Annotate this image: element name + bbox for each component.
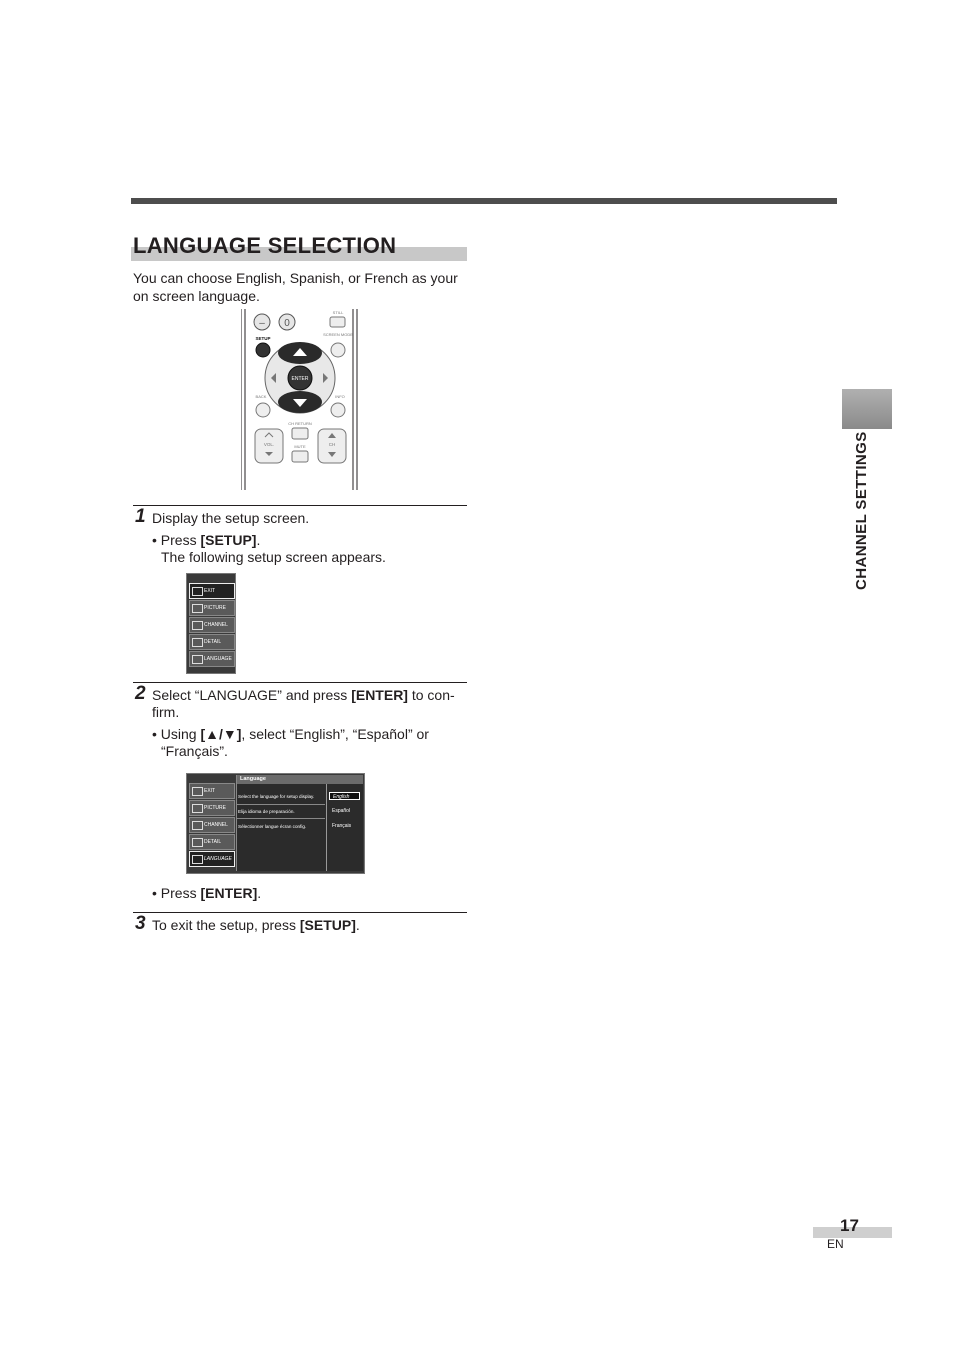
still-label: STILL — [332, 310, 344, 315]
menu1-item-channel: CHANNEL — [189, 617, 235, 633]
still-key — [330, 317, 345, 327]
side-label-text: CHANNEL SETTINGS — [853, 431, 870, 590]
page-language: EN — [827, 1237, 844, 1251]
step-3-rule — [133, 912, 467, 913]
info-key — [331, 403, 345, 417]
top-rule — [131, 198, 837, 204]
menu2-item-detail: DETAIL — [189, 834, 235, 850]
language-icon — [192, 855, 203, 864]
step-2-bullet — [152, 726, 429, 744]
intro-text: You can choose English, Spanish, or French as your on screen language. — [133, 270, 458, 304]
language-panel — [236, 775, 363, 871]
setup-key — [256, 343, 270, 357]
screen-mode-label: SCREEN MODE — [323, 332, 353, 337]
zero-key-label: 0 — [284, 318, 290, 329]
enter-key-ref: [ENTER] — [351, 687, 408, 703]
info-label: INFO — [335, 394, 345, 399]
step-1-bullet-post: . — [256, 532, 261, 548]
step-2-text — [152, 687, 455, 705]
menu2-item-language: LANGUAGE — [189, 851, 235, 867]
vol-label: VOL. — [263, 442, 275, 447]
menu2-item-channel: CHANNEL — [189, 817, 235, 833]
detail-icon — [192, 638, 203, 647]
option-francais: Français — [332, 823, 352, 829]
language-menu-screen — [186, 773, 365, 874]
language-icon — [192, 655, 203, 664]
picture-icon — [192, 804, 203, 813]
menu1-item-detail: DETAIL — [189, 634, 235, 650]
mute-key — [292, 451, 308, 462]
setup-key-ref: [SETUP] — [200, 532, 257, 548]
ch-return-key — [292, 428, 308, 439]
option-english: English — [329, 792, 360, 800]
setup-label: SETUP — [255, 336, 271, 341]
exit-icon — [192, 787, 203, 796]
step-3-number: 3 — [135, 913, 146, 934]
arrow-keys-ref: [▲/▼] — [200, 726, 242, 742]
step-1-bullet-pre: • Press — [152, 532, 201, 548]
enter-key-ref-2: [ENTER] — [200, 885, 258, 901]
page-number: 17 — [840, 1216, 859, 1235]
step-1-rule — [133, 505, 467, 506]
step-2-bullet-pre: • Using — [152, 726, 201, 742]
prompt-french: Sélectionner langue écran config. — [238, 824, 307, 829]
back-key — [256, 403, 270, 417]
step-3-text-pre: To exit the setup, press — [152, 917, 300, 933]
prompt-english: Select the language for setup display. — [238, 794, 315, 799]
setup-key-ref-2: [SETUP] — [299, 917, 356, 933]
language-panel-header: Language — [237, 775, 363, 784]
picture-icon — [192, 604, 203, 613]
channel-icon — [192, 621, 203, 630]
prompt-divider-1 — [237, 804, 325, 805]
step-3-text-post: . — [355, 917, 360, 933]
menu2-item-picture: PICTURE — [189, 800, 235, 816]
remote-control-illustration — [241, 309, 358, 490]
exit-icon — [192, 587, 203, 596]
setup-menu-screen — [186, 573, 236, 674]
back-label: BACK — [255, 394, 267, 399]
step-1-bullet — [152, 532, 260, 550]
menu2-item-exit: EXIT — [189, 783, 235, 799]
side-tab — [842, 389, 892, 429]
step-2-bullet-post: , select “English”, “Español” or — [241, 726, 429, 742]
step-1-number: 1 — [135, 506, 146, 527]
ch-label: CH — [328, 442, 336, 447]
ch-return-label: CH RETURN — [288, 421, 312, 426]
channel-icon — [192, 821, 203, 830]
option-espanol: Español — [332, 808, 351, 814]
mute-label: MUTE — [294, 444, 306, 449]
panel-divider — [326, 784, 327, 871]
step-1-text: Display the setup screen. — [152, 510, 310, 526]
menu1-item-language: LANGUAGE — [189, 651, 235, 667]
step-2-number: 2 — [135, 683, 146, 704]
detail-icon — [192, 838, 203, 847]
dash-key-label: – — [259, 318, 265, 329]
step-2-text-pre: Select “LANGUAGE” and press — [152, 687, 352, 703]
screen-mode-key — [331, 343, 345, 357]
step-2-bullet-line2: “Français”. — [161, 743, 228, 759]
step-2-press-post: . — [257, 885, 262, 901]
step-2-text-post: to con- — [407, 687, 455, 703]
enter-label: ENTER — [291, 376, 309, 382]
step-3-text — [152, 917, 360, 935]
menu1-item-picture: PICTURE — [189, 600, 235, 616]
section-title: LANGUAGE SELECTION — [133, 233, 397, 258]
prompt-spanish: Elija idioma de preparación. — [238, 809, 295, 814]
menu1-item-exit: EXIT — [189, 583, 235, 599]
step-1-sub: The following setup screen appears. — [161, 549, 386, 565]
step-2-press-pre: • Press — [152, 885, 201, 901]
step-2-press — [152, 885, 261, 903]
step-2-text-line2: firm. — [152, 704, 180, 720]
prompt-divider-2 — [237, 818, 325, 819]
step-2-rule — [133, 682, 467, 683]
